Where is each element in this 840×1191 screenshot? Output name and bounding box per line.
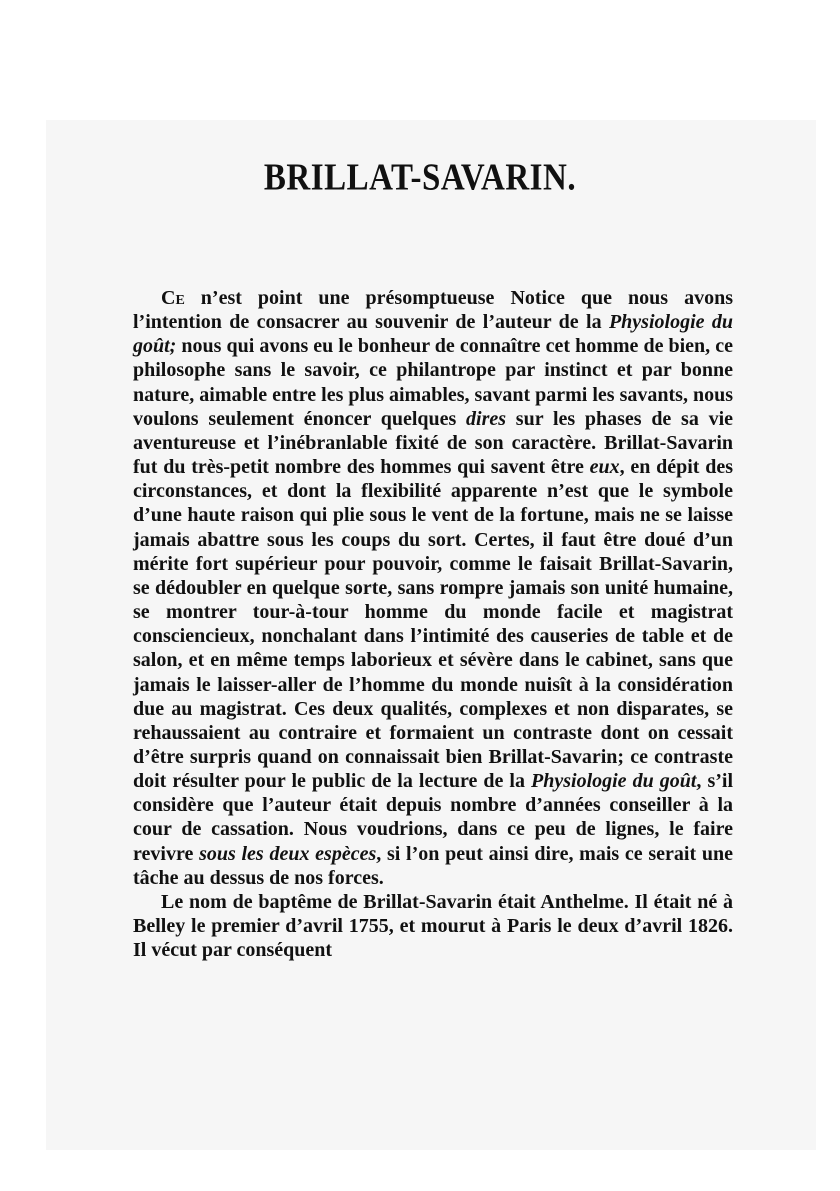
italic-title: Physiologie du goût bbox=[531, 770, 697, 793]
drop-cap: Ce bbox=[161, 287, 185, 309]
text-run: sur les phases de sa vie aventureuse et l’inébranlable fixité de son caractère. Brillat-Savarin fut du très-petit nombre des hommes qui savent être bbox=[133, 407, 733, 479]
paragraph-1 bbox=[133, 286, 733, 890]
italic-word: eux bbox=[589, 456, 620, 479]
text-run: , s’il considère que l’auteur était depuis nombre d’années conseiller à la cour de cassation. Nous voudrions, dans ce peu de lignes, le faire revivre bbox=[133, 770, 734, 865]
paragraph-2: Le nom de baptême de Brillat-Savarin était Anthelme. Il était né à Belley le premier d’avril 1755, et mourut à Paris le deux d’avril 1826. Il vécut par conséquent bbox=[133, 890, 733, 962]
text-run: nous qui avons eu le bonheur de connaître cet homme de bien, ce philosophe sans le savoir, ce philantrope par instinct et par bonne nature, aimable entre les plus aimables, savant parmi les savants, nous voulons seulement énoncer quelques bbox=[133, 335, 733, 430]
italic-word: dires bbox=[466, 407, 507, 430]
italic-title: Physiologie du goût; bbox=[133, 311, 734, 358]
text-run: , si l’on peut ainsi dire, mais ce serait une tâche au dessus de nos forces. bbox=[133, 842, 734, 889]
body-text bbox=[133, 286, 733, 962]
text-run: , en dépit des circonstances, et dont la flexibilité apparente n’est que le symbole d’une haute raison qui plie sous le vent de la fortune, mais ne se laisse jamais abattre sous les coups du sort. Certes, il faut être doué d’un mérite fort supérieur pour pouvoir, comme le faisait Brillat-Savarin, se dédoubler en quelque sorte, sans rompre jamais son unité humaine, se montrer tour-à-tour homme du monde facile et magistrat consciencieux, nonchalant dans l’intimité des causeries de table et de salon, et en même temps laborieux et sévère dans le cabinet, sans que jamais le laisser-aller de l’homme du monde nuisît à la considération due au magistrat. Ces deux qualités, complexes et non disparates, se rehaussaient au contraire et formaient un contraste dont on cessait d’être surpris quand on connaissait bien Brillat-Savarin; ce contraste doit résulter pour le public de la lecture de la bbox=[133, 456, 733, 793]
italic-phrase: sous les deux espèces bbox=[199, 842, 377, 865]
text-run: n’est point une présomptueuse Notice que nous avons l’intention de consacrer au souvenir de l’auteur de la bbox=[133, 287, 733, 334]
page-title: BRILLAT-SAVARIN. bbox=[263, 157, 577, 199]
